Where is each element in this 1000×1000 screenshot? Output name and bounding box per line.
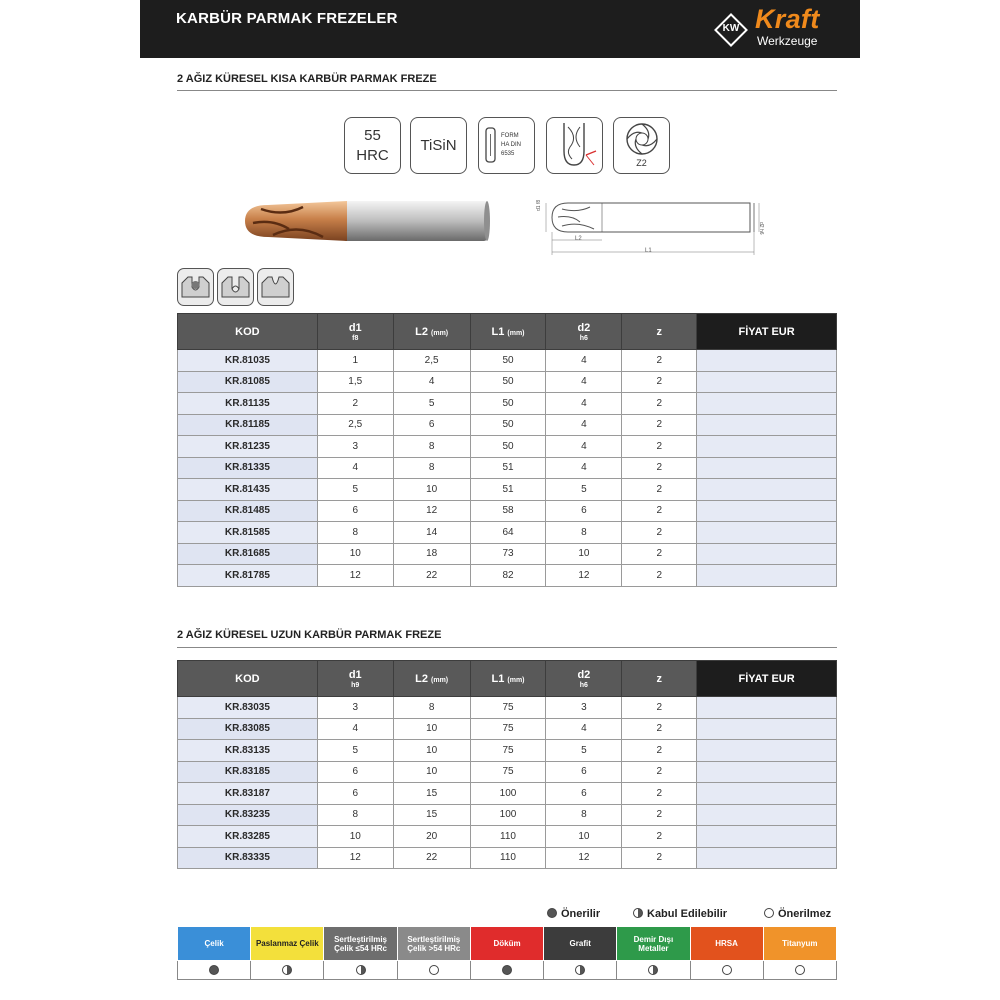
cell-l2: 8 xyxy=(393,457,470,479)
cell-d2: 12 xyxy=(546,847,622,869)
hardness-value: 55 xyxy=(364,127,381,144)
table-row xyxy=(178,565,837,587)
col-d1: d1 h9 xyxy=(317,661,393,697)
cell-d2: 4 xyxy=(546,393,622,415)
section2-title: 2 AĞIZ KÜRESEL UZUN KARBÜR PARMAK FREZE xyxy=(177,629,442,641)
cell-l1: 75 xyxy=(470,697,546,719)
cell-z: 2 xyxy=(622,783,697,805)
form-line3: 6535 xyxy=(501,151,515,157)
material-header: Demir Dışı Metaller xyxy=(617,927,690,961)
cell-d1: 8 xyxy=(317,804,393,826)
material-suitability-cell xyxy=(397,961,470,980)
drawing-l2-label: L2 xyxy=(575,236,582,242)
cell-d2: 8 xyxy=(546,804,622,826)
cell-d2: 4 xyxy=(546,371,622,393)
cell-price xyxy=(697,847,837,869)
half-dot-icon xyxy=(633,908,643,918)
legend-recommended: Önerilir xyxy=(547,908,600,920)
logo-badge-text: KW xyxy=(722,23,740,34)
material-header: Titanyum xyxy=(763,927,836,961)
cell-price xyxy=(697,783,837,805)
table-row xyxy=(178,414,837,436)
empty-dot-icon xyxy=(795,965,805,975)
cell-l1: 58 xyxy=(470,500,546,522)
cell-z: 2 xyxy=(622,697,697,719)
cell-kod: KR.83235 xyxy=(178,804,318,826)
section1-title: 2 AĞIZ KÜRESEL KISA KARBÜR PARMAK FREZE xyxy=(177,73,437,85)
cell-d1: 2 xyxy=(317,393,393,415)
cell-d1: 1 xyxy=(317,350,393,372)
flute-count-badge xyxy=(613,117,670,174)
col-price: FİYAT EUR xyxy=(697,661,837,697)
cell-l2: 10 xyxy=(393,718,470,740)
cell-kod: KR.81485 xyxy=(178,500,318,522)
material-header: Çelik xyxy=(178,927,251,961)
cell-z: 2 xyxy=(622,393,697,415)
cell-price xyxy=(697,350,837,372)
cell-l1: 110 xyxy=(470,847,546,869)
cell-price xyxy=(697,522,837,544)
cell-l2: 6 xyxy=(393,414,470,436)
cell-l2: 15 xyxy=(393,783,470,805)
cell-d2: 12 xyxy=(546,565,622,587)
material-header: Döküm xyxy=(470,927,543,961)
cell-kod: KR.81335 xyxy=(178,457,318,479)
cell-l1: 50 xyxy=(470,436,546,458)
empty-dot-icon xyxy=(722,965,732,975)
cell-d2: 4 xyxy=(546,350,622,372)
cell-d2: 4 xyxy=(546,718,622,740)
cell-d1: 10 xyxy=(317,543,393,565)
cell-d2: 4 xyxy=(546,457,622,479)
material-header: Paslanmaz Çelik xyxy=(251,927,324,961)
cell-z: 2 xyxy=(622,826,697,848)
cell-l2: 10 xyxy=(393,479,470,501)
cell-l1: 64 xyxy=(470,522,546,544)
cell-price xyxy=(697,761,837,783)
material-suitability-cell xyxy=(763,961,836,980)
cell-d2: 5 xyxy=(546,479,622,501)
cell-kod: KR.81135 xyxy=(178,393,318,415)
cell-d2: 10 xyxy=(546,826,622,848)
flute-count-label: Z2 xyxy=(636,158,647,168)
material-header: HRSA xyxy=(690,927,763,961)
cell-d2: 8 xyxy=(546,522,622,544)
cell-price xyxy=(697,479,837,501)
ball-nose-badge xyxy=(546,117,603,174)
cell-d2: 6 xyxy=(546,500,622,522)
cell-d2: 5 xyxy=(546,740,622,762)
cell-l1: 73 xyxy=(470,543,546,565)
cell-l1: 51 xyxy=(470,479,546,501)
section1-divider xyxy=(177,90,837,91)
cell-z: 2 xyxy=(622,543,697,565)
cell-l1: 75 xyxy=(470,740,546,762)
cell-d1: 6 xyxy=(317,783,393,805)
material-suitability-cell xyxy=(178,961,251,980)
cell-d1: 5 xyxy=(317,479,393,501)
cell-l2: 10 xyxy=(393,740,470,762)
col-z: z xyxy=(622,314,697,350)
cell-l2: 2,5 xyxy=(393,350,470,372)
logo-badge-icon xyxy=(715,14,747,46)
cell-l2: 4 xyxy=(393,371,470,393)
cell-l1: 82 xyxy=(470,565,546,587)
cell-price xyxy=(697,500,837,522)
col-d2: d2 h6 xyxy=(546,661,622,697)
coating-value: TiSiN xyxy=(420,137,457,154)
cell-price xyxy=(697,414,837,436)
cell-d1: 5 xyxy=(317,740,393,762)
cell-l2: 5 xyxy=(393,393,470,415)
material-suitability-cell xyxy=(324,961,397,980)
cell-z: 2 xyxy=(622,718,697,740)
cell-d1: 4 xyxy=(317,457,393,479)
cell-kod: KR.83085 xyxy=(178,718,318,740)
cell-l2: 18 xyxy=(393,543,470,565)
cell-price xyxy=(697,543,837,565)
spec-table-short xyxy=(177,313,837,587)
cell-d1: 4 xyxy=(317,718,393,740)
table-row xyxy=(178,697,837,719)
drawing-d2-label: d2 h6 xyxy=(758,222,764,235)
page-title: KARBÜR PARMAK FREZELER xyxy=(176,10,398,27)
cell-kod: KR.81185 xyxy=(178,414,318,436)
hardness-badge xyxy=(344,117,401,174)
col-d1: d1 f8 xyxy=(317,314,393,350)
col-l1: L1 (mm) xyxy=(470,314,546,350)
cell-z: 2 xyxy=(622,565,697,587)
half-dot-icon xyxy=(648,965,658,975)
cell-kod: KR.83135 xyxy=(178,740,318,762)
table-row xyxy=(178,350,837,372)
brand-logo xyxy=(713,4,843,52)
col-l2: L2 (mm) xyxy=(393,661,470,697)
shank-form-badge xyxy=(478,117,535,174)
coating-badge xyxy=(410,117,467,174)
logo-subtitle: Werkzeuge xyxy=(757,34,818,48)
cell-l1: 51 xyxy=(470,457,546,479)
cell-price xyxy=(697,697,837,719)
cell-l2: 22 xyxy=(393,565,470,587)
cell-price xyxy=(697,565,837,587)
cell-price xyxy=(697,826,837,848)
cell-d2: 4 xyxy=(546,414,622,436)
section2-divider xyxy=(177,647,837,648)
cell-d1: 3 xyxy=(317,436,393,458)
slotting-icon xyxy=(177,268,214,306)
cell-z: 2 xyxy=(622,457,697,479)
table-row xyxy=(178,393,837,415)
cell-kod: KR.81035 xyxy=(178,350,318,372)
cell-l1: 100 xyxy=(470,783,546,805)
table-row xyxy=(178,740,837,762)
cell-d1: 3 xyxy=(317,697,393,719)
material-suitability-cell xyxy=(617,961,690,980)
cell-kod: KR.81085 xyxy=(178,371,318,393)
cell-l2: 8 xyxy=(393,697,470,719)
logo-name: Kraft xyxy=(755,4,820,34)
material-suitability-cell xyxy=(251,961,324,980)
copy-milling-icon xyxy=(257,268,294,306)
cell-l2: 20 xyxy=(393,826,470,848)
cell-price xyxy=(697,371,837,393)
cell-kod: KR.83185 xyxy=(178,761,318,783)
cell-kod: KR.81235 xyxy=(178,436,318,458)
col-kod: KOD xyxy=(178,661,318,697)
half-dot-icon xyxy=(575,965,585,975)
cell-l2: 8 xyxy=(393,436,470,458)
cell-kod: KR.81785 xyxy=(178,565,318,587)
cell-l1: 50 xyxy=(470,371,546,393)
cell-l2: 12 xyxy=(393,500,470,522)
cell-z: 2 xyxy=(622,436,697,458)
table-row xyxy=(178,522,837,544)
half-dot-icon xyxy=(282,965,292,975)
cell-price xyxy=(697,393,837,415)
cell-d1: 6 xyxy=(317,500,393,522)
cell-l2: 10 xyxy=(393,761,470,783)
cell-kod: KR.83035 xyxy=(178,697,318,719)
cell-z: 2 xyxy=(622,804,697,826)
cell-kod: KR.83335 xyxy=(178,847,318,869)
col-kod: KOD xyxy=(178,314,318,350)
cell-z: 2 xyxy=(622,414,697,436)
hardness-unit: HRC xyxy=(356,147,389,164)
table-row xyxy=(178,479,837,501)
material-suitability-cell xyxy=(690,961,763,980)
cell-d1: 10 xyxy=(317,826,393,848)
table-row xyxy=(178,500,837,522)
technical-drawing xyxy=(540,195,765,260)
cell-d1: 12 xyxy=(317,847,393,869)
cell-l1: 75 xyxy=(470,718,546,740)
cell-price xyxy=(697,718,837,740)
drawing-d1-label: d1 f8 xyxy=(536,199,542,211)
half-dot-icon xyxy=(356,965,366,975)
table-row xyxy=(178,436,837,458)
col-price: FİYAT EUR xyxy=(697,314,837,350)
cell-d1: 2,5 xyxy=(317,414,393,436)
cell-kod: KR.81585 xyxy=(178,522,318,544)
table-row xyxy=(178,847,837,869)
cell-l1: 100 xyxy=(470,804,546,826)
cell-d1: 6 xyxy=(317,761,393,783)
profiling-icon xyxy=(217,268,254,306)
cell-z: 2 xyxy=(622,522,697,544)
cell-d2: 10 xyxy=(546,543,622,565)
material-suitability-cell xyxy=(470,961,543,980)
drawing-l1-label: L1 xyxy=(645,248,652,254)
cell-d1: 8 xyxy=(317,522,393,544)
cell-d2: 3 xyxy=(546,697,622,719)
tool-photo xyxy=(243,197,490,245)
full-dot-icon xyxy=(502,965,512,975)
cell-d2: 6 xyxy=(546,783,622,805)
form-line1: FORM xyxy=(501,133,519,139)
cell-z: 2 xyxy=(622,847,697,869)
cell-price xyxy=(697,457,837,479)
material-suitability-table xyxy=(177,926,837,980)
empty-dot-icon xyxy=(429,965,439,975)
col-d2: d2 h6 xyxy=(546,314,622,350)
material-header: Grafit xyxy=(544,927,617,961)
table-row xyxy=(178,761,837,783)
full-dot-icon xyxy=(547,908,557,918)
cell-l1: 110 xyxy=(470,826,546,848)
shank-icon xyxy=(483,126,499,166)
ball-nose-icon xyxy=(550,121,600,171)
cell-kod: KR.81435 xyxy=(178,479,318,501)
cell-price xyxy=(697,436,837,458)
cell-z: 2 xyxy=(622,350,697,372)
cell-d1: 1,5 xyxy=(317,371,393,393)
cell-price xyxy=(697,740,837,762)
table-row xyxy=(178,543,837,565)
material-suitability-cell xyxy=(544,961,617,980)
flute-section-icon xyxy=(621,121,663,157)
cell-l2: 15 xyxy=(393,804,470,826)
table-row xyxy=(178,826,837,848)
form-line2: HA DIN xyxy=(501,142,522,148)
cell-z: 2 xyxy=(622,371,697,393)
cell-l1: 50 xyxy=(470,393,546,415)
table-row xyxy=(178,804,837,826)
cell-l1: 75 xyxy=(470,761,546,783)
page-header xyxy=(140,0,860,58)
cell-d2: 6 xyxy=(546,761,622,783)
col-z: z xyxy=(622,661,697,697)
cell-kod: KR.83187 xyxy=(178,783,318,805)
table-row xyxy=(178,718,837,740)
col-l2: L2 (mm) xyxy=(393,314,470,350)
cell-l2: 14 xyxy=(393,522,470,544)
cell-z: 2 xyxy=(622,761,697,783)
spec-table-long xyxy=(177,660,837,869)
material-header: Sertleştirilmiş Çelik >54 HRc xyxy=(397,927,470,961)
cell-z: 2 xyxy=(622,740,697,762)
table-row xyxy=(178,457,837,479)
legend-acceptable: Kabul Edilebilir xyxy=(633,908,727,920)
cell-d1: 12 xyxy=(317,565,393,587)
cell-z: 2 xyxy=(622,479,697,501)
cell-z: 2 xyxy=(622,500,697,522)
material-header: Sertleştirilmiş Çelik ≤54 HRc xyxy=(324,927,397,961)
legend-not-recommended: Önerilmez xyxy=(764,908,831,920)
cell-kod: KR.81685 xyxy=(178,543,318,565)
empty-dot-icon xyxy=(764,908,774,918)
cell-l1: 50 xyxy=(470,414,546,436)
cell-kod: KR.83285 xyxy=(178,826,318,848)
cell-l2: 22 xyxy=(393,847,470,869)
table-row xyxy=(178,371,837,393)
col-l1: L1 (mm) xyxy=(470,661,546,697)
cell-price xyxy=(697,804,837,826)
full-dot-icon xyxy=(209,965,219,975)
cell-l1: 50 xyxy=(470,350,546,372)
cell-d2: 4 xyxy=(546,436,622,458)
table-row xyxy=(178,783,837,805)
